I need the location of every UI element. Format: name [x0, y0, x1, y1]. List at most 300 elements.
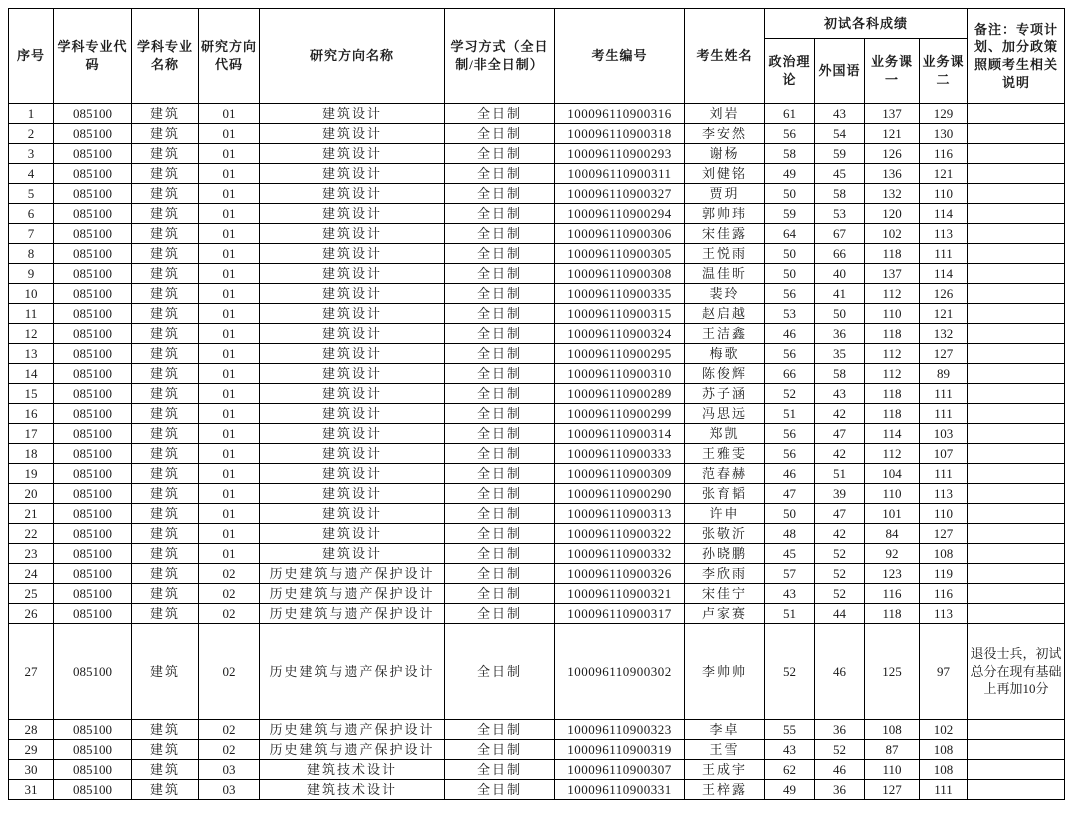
- cell-foreign_language: 41: [815, 284, 865, 304]
- cell-politics: 61: [765, 104, 815, 124]
- cell-direction_code: 03: [199, 760, 260, 780]
- cell-candidate_no: 100096110900307: [555, 760, 685, 780]
- cell-subject_name: 建筑: [132, 564, 199, 584]
- cell-candidate_no: 100096110900290: [555, 484, 685, 504]
- cell-foreign_language: 43: [815, 384, 865, 404]
- cell-remark: [968, 604, 1065, 624]
- cell-subject_name: 建筑: [132, 780, 199, 800]
- cell-foreign_language: 67: [815, 224, 865, 244]
- cell-course1: 118: [865, 244, 920, 264]
- cell-study_mode: 全日制: [445, 164, 555, 184]
- cell-index: 29: [9, 740, 54, 760]
- cell-subject_code: 085100: [54, 484, 132, 504]
- cell-remark: [968, 164, 1065, 184]
- cell-candidate_name: 宋佳露: [685, 224, 765, 244]
- cell-index: 14: [9, 364, 54, 384]
- cell-remark: [968, 324, 1065, 344]
- cell-course1: 101: [865, 504, 920, 524]
- cell-course1: 110: [865, 760, 920, 780]
- cell-candidate_no: 100096110900321: [555, 584, 685, 604]
- cell-candidate_no: 100096110900331: [555, 780, 685, 800]
- cell-subject_code: 085100: [54, 464, 132, 484]
- cell-study_mode: 全日制: [445, 624, 555, 720]
- cell-subject_code: 085100: [54, 184, 132, 204]
- cell-foreign_language: 36: [815, 780, 865, 800]
- cell-candidate_name: 贾玥: [685, 184, 765, 204]
- cell-foreign_language: 47: [815, 504, 865, 524]
- cell-subject_code: 085100: [54, 124, 132, 144]
- cell-course1: 87: [865, 740, 920, 760]
- cell-index: 22: [9, 524, 54, 544]
- cell-direction_code: 01: [199, 404, 260, 424]
- cell-study_mode: 全日制: [445, 324, 555, 344]
- cell-course1: 112: [865, 364, 920, 384]
- cell-candidate_no: 100096110900324: [555, 324, 685, 344]
- cell-subject_name: 建筑: [132, 464, 199, 484]
- cell-study_mode: 全日制: [445, 740, 555, 760]
- cell-direction_code: 01: [199, 344, 260, 364]
- header-candidate-no: 考生编号: [555, 9, 685, 104]
- cell-course2: 108: [920, 760, 968, 780]
- cell-foreign_language: 54: [815, 124, 865, 144]
- cell-direction_name: 建筑设计: [260, 524, 445, 544]
- cell-politics: 43: [765, 740, 815, 760]
- cell-index: 26: [9, 604, 54, 624]
- cell-politics: 50: [765, 504, 815, 524]
- cell-subject_code: 085100: [54, 424, 132, 444]
- cell-remark: [968, 204, 1065, 224]
- table-row: [9, 324, 1065, 344]
- cell-index: 5: [9, 184, 54, 204]
- cell-direction_code: 01: [199, 384, 260, 404]
- header-scores-group: 初试各科成绩: [765, 9, 968, 39]
- cell-subject_code: 085100: [54, 720, 132, 740]
- cell-candidate_no: 100096110900299: [555, 404, 685, 424]
- cell-course2: 127: [920, 344, 968, 364]
- cell-direction_name: 建筑设计: [260, 464, 445, 484]
- table-row: [9, 720, 1065, 740]
- cell-subject_code: 085100: [54, 224, 132, 244]
- cell-course1: 110: [865, 484, 920, 504]
- header-row-top: [9, 9, 1065, 39]
- table-row: [9, 424, 1065, 444]
- cell-course2: 114: [920, 264, 968, 284]
- cell-candidate_name: 范春赫: [685, 464, 765, 484]
- cell-study_mode: 全日制: [445, 384, 555, 404]
- cell-candidate_no: 100096110900289: [555, 384, 685, 404]
- cell-subject_code: 085100: [54, 584, 132, 604]
- cell-politics: 62: [765, 760, 815, 780]
- cell-direction_name: 建筑设计: [260, 284, 445, 304]
- cell-course1: 132: [865, 184, 920, 204]
- cell-candidate_name: 王雪: [685, 740, 765, 760]
- cell-foreign_language: 36: [815, 720, 865, 740]
- cell-index: 27: [9, 624, 54, 720]
- cell-course1: 127: [865, 780, 920, 800]
- cell-politics: 50: [765, 244, 815, 264]
- cell-subject_code: 085100: [54, 264, 132, 284]
- cell-study_mode: 全日制: [445, 284, 555, 304]
- cell-candidate_no: 100096110900309: [555, 464, 685, 484]
- cell-foreign_language: 66: [815, 244, 865, 264]
- cell-direction_name: 历史建筑与遗产保护设计: [260, 740, 445, 760]
- table-row: [9, 780, 1065, 800]
- cell-index: 19: [9, 464, 54, 484]
- table-row: [9, 544, 1065, 564]
- cell-direction_code: 01: [199, 304, 260, 324]
- cell-index: 17: [9, 424, 54, 444]
- cell-subject_code: 085100: [54, 624, 132, 720]
- cell-candidate_no: 100096110900326: [555, 564, 685, 584]
- cell-course1: 112: [865, 444, 920, 464]
- cell-foreign_language: 50: [815, 304, 865, 324]
- cell-index: 31: [9, 780, 54, 800]
- cell-candidate_name: 梅歌: [685, 344, 765, 364]
- cell-direction_code: 01: [199, 204, 260, 224]
- cell-politics: 50: [765, 264, 815, 284]
- cell-direction_name: 建筑设计: [260, 304, 445, 324]
- table-row: [9, 484, 1065, 504]
- cell-subject_name: 建筑: [132, 504, 199, 524]
- cell-candidate_no: 100096110900308: [555, 264, 685, 284]
- cell-remark: [968, 144, 1065, 164]
- table-row: [9, 464, 1065, 484]
- cell-subject_name: 建筑: [132, 364, 199, 384]
- cell-remark: [968, 184, 1065, 204]
- cell-remark: [968, 524, 1065, 544]
- cell-course2: 127: [920, 524, 968, 544]
- cell-direction_name: 建筑设计: [260, 124, 445, 144]
- cell-study_mode: 全日制: [445, 144, 555, 164]
- cell-subject_code: 085100: [54, 284, 132, 304]
- cell-subject_name: 建筑: [132, 544, 199, 564]
- cell-direction_code: 01: [199, 264, 260, 284]
- cell-direction_code: 01: [199, 364, 260, 384]
- cell-foreign_language: 44: [815, 604, 865, 624]
- cell-candidate_name: 赵启越: [685, 304, 765, 324]
- header-subject-name: 学科专业名称: [132, 9, 199, 104]
- cell-remark: [968, 224, 1065, 244]
- cell-direction_code: 01: [199, 104, 260, 124]
- cell-candidate_no: 100096110900314: [555, 424, 685, 444]
- cell-politics: 43: [765, 584, 815, 604]
- cell-foreign_language: 35: [815, 344, 865, 364]
- cell-candidate_name: 刘岩: [685, 104, 765, 124]
- cell-subject_name: 建筑: [132, 760, 199, 780]
- cell-candidate_no: 100096110900335: [555, 284, 685, 304]
- cell-candidate_name: 李安然: [685, 124, 765, 144]
- cell-politics: 58: [765, 144, 815, 164]
- cell-candidate_name: 陈俊辉: [685, 364, 765, 384]
- cell-politics: 49: [765, 164, 815, 184]
- header-subject-code: 学科专业代码: [54, 9, 132, 104]
- table-row: [9, 244, 1065, 264]
- cell-candidate_name: 王洁鑫: [685, 324, 765, 344]
- cell-candidate_name: 李欣雨: [685, 564, 765, 584]
- cell-index: 10: [9, 284, 54, 304]
- table-header: [9, 9, 1065, 104]
- cell-subject_code: 085100: [54, 780, 132, 800]
- cell-candidate_name: 裴玲: [685, 284, 765, 304]
- cell-course1: 121: [865, 124, 920, 144]
- cell-candidate_no: 100096110900313: [555, 504, 685, 524]
- table-row: [9, 224, 1065, 244]
- cell-direction_code: 03: [199, 780, 260, 800]
- cell-foreign_language: 52: [815, 564, 865, 584]
- cell-course2: 130: [920, 124, 968, 144]
- cell-subject_name: 建筑: [132, 444, 199, 464]
- cell-study_mode: 全日制: [445, 544, 555, 564]
- cell-subject_code: 085100: [54, 364, 132, 384]
- table-row: [9, 184, 1065, 204]
- table-row: [9, 404, 1065, 424]
- cell-direction_code: 01: [199, 184, 260, 204]
- cell-candidate_no: 100096110900322: [555, 524, 685, 544]
- cell-politics: 56: [765, 424, 815, 444]
- cell-foreign_language: 47: [815, 424, 865, 444]
- cell-study_mode: 全日制: [445, 244, 555, 264]
- cell-study_mode: 全日制: [445, 124, 555, 144]
- cell-foreign_language: 58: [815, 364, 865, 384]
- cell-course2: 102: [920, 720, 968, 740]
- cell-candidate_name: 许申: [685, 504, 765, 524]
- cell-politics: 64: [765, 224, 815, 244]
- results-table: [8, 8, 1065, 800]
- cell-subject_name: 建筑: [132, 384, 199, 404]
- cell-candidate_no: 100096110900317: [555, 604, 685, 624]
- cell-foreign_language: 42: [815, 444, 865, 464]
- cell-politics: 45: [765, 544, 815, 564]
- cell-study_mode: 全日制: [445, 444, 555, 464]
- cell-index: 21: [9, 504, 54, 524]
- cell-course2: 121: [920, 304, 968, 324]
- cell-candidate_no: 100096110900295: [555, 344, 685, 364]
- cell-foreign_language: 52: [815, 740, 865, 760]
- cell-candidate_name: 孙晓鹏: [685, 544, 765, 564]
- cell-foreign_language: 59: [815, 144, 865, 164]
- cell-course1: 136: [865, 164, 920, 184]
- cell-politics: 46: [765, 464, 815, 484]
- cell-course2: 126: [920, 284, 968, 304]
- cell-foreign_language: 51: [815, 464, 865, 484]
- cell-remark: 退役士兵，初试总分在现有基础上再加10分: [968, 624, 1065, 720]
- cell-course1: 137: [865, 104, 920, 124]
- cell-candidate_name: 冯思远: [685, 404, 765, 424]
- cell-candidate_no: 100096110900318: [555, 124, 685, 144]
- table-row: [9, 104, 1065, 124]
- cell-course1: 108: [865, 720, 920, 740]
- cell-direction_name: 建筑设计: [260, 224, 445, 244]
- table-row: [9, 524, 1065, 544]
- cell-course1: 114: [865, 424, 920, 444]
- cell-direction_code: 01: [199, 524, 260, 544]
- cell-index: 2: [9, 124, 54, 144]
- cell-direction_code: 02: [199, 604, 260, 624]
- cell-candidate_no: 100096110900332: [555, 544, 685, 564]
- cell-subject_code: 085100: [54, 104, 132, 124]
- cell-index: 15: [9, 384, 54, 404]
- cell-direction_code: 01: [199, 424, 260, 444]
- table-row: [9, 624, 1065, 720]
- cell-candidate_no: 100096110900333: [555, 444, 685, 464]
- table-row: [9, 384, 1065, 404]
- cell-study_mode: 全日制: [445, 184, 555, 204]
- cell-study_mode: 全日制: [445, 780, 555, 800]
- cell-direction_code: 01: [199, 484, 260, 504]
- cell-direction_name: 建筑设计: [260, 264, 445, 284]
- cell-course1: 104: [865, 464, 920, 484]
- cell-direction_code: 02: [199, 624, 260, 720]
- cell-candidate_name: 宋佳宁: [685, 584, 765, 604]
- cell-index: 6: [9, 204, 54, 224]
- cell-direction_code: 01: [199, 544, 260, 564]
- table-row: [9, 204, 1065, 224]
- cell-candidate_name: 王成宇: [685, 760, 765, 780]
- cell-politics: 57: [765, 564, 815, 584]
- cell-index: 7: [9, 224, 54, 244]
- cell-remark: [968, 124, 1065, 144]
- header-foreign-language: 外国语: [815, 39, 865, 104]
- cell-course2: 116: [920, 144, 968, 164]
- cell-candidate_name: 张育韬: [685, 484, 765, 504]
- cell-direction_name: 建筑设计: [260, 404, 445, 424]
- cell-candidate_name: 郭帅玮: [685, 204, 765, 224]
- cell-candidate_no: 100096110900302: [555, 624, 685, 720]
- cell-foreign_language: 52: [815, 544, 865, 564]
- cell-direction_code: 01: [199, 444, 260, 464]
- cell-direction_code: 01: [199, 284, 260, 304]
- cell-direction_code: 02: [199, 564, 260, 584]
- cell-direction_name: 建筑设计: [260, 104, 445, 124]
- cell-index: 13: [9, 344, 54, 364]
- cell-course1: 120: [865, 204, 920, 224]
- cell-course2: 113: [920, 484, 968, 504]
- cell-foreign_language: 46: [815, 624, 865, 720]
- cell-course1: 118: [865, 604, 920, 624]
- header-index: 序号: [9, 9, 54, 104]
- cell-politics: 50: [765, 184, 815, 204]
- cell-subject_code: 085100: [54, 504, 132, 524]
- cell-subject_code: 085100: [54, 404, 132, 424]
- cell-index: 3: [9, 144, 54, 164]
- cell-index: 8: [9, 244, 54, 264]
- cell-remark: [968, 464, 1065, 484]
- cell-candidate_name: 李卓: [685, 720, 765, 740]
- cell-foreign_language: 39: [815, 484, 865, 504]
- cell-index: 30: [9, 760, 54, 780]
- cell-subject_code: 085100: [54, 564, 132, 584]
- cell-course2: 121: [920, 164, 968, 184]
- cell-remark: [968, 404, 1065, 424]
- cell-subject_name: 建筑: [132, 720, 199, 740]
- cell-candidate_name: 谢杨: [685, 144, 765, 164]
- header-course1: 业务课一: [865, 39, 920, 104]
- cell-candidate_name: 王悦雨: [685, 244, 765, 264]
- cell-candidate_no: 100096110900315: [555, 304, 685, 324]
- cell-direction_name: 建筑设计: [260, 384, 445, 404]
- cell-subject_name: 建筑: [132, 104, 199, 124]
- table-row: [9, 504, 1065, 524]
- cell-index: 25: [9, 584, 54, 604]
- cell-subject_name: 建筑: [132, 284, 199, 304]
- cell-direction_name: 历史建筑与遗产保护设计: [260, 584, 445, 604]
- cell-course1: 102: [865, 224, 920, 244]
- table-row: [9, 444, 1065, 464]
- cell-course2: 119: [920, 564, 968, 584]
- cell-direction_name: 建筑设计: [260, 444, 445, 464]
- cell-subject_name: 建筑: [132, 404, 199, 424]
- cell-direction_name: 建筑设计: [260, 504, 445, 524]
- cell-politics: 59: [765, 204, 815, 224]
- cell-candidate_name: 郑凯: [685, 424, 765, 444]
- cell-direction_name: 历史建筑与遗产保护设计: [260, 720, 445, 740]
- table-row: [9, 564, 1065, 584]
- cell-foreign_language: 53: [815, 204, 865, 224]
- cell-candidate_no: 100096110900327: [555, 184, 685, 204]
- cell-index: 11: [9, 304, 54, 324]
- cell-direction_code: 01: [199, 224, 260, 244]
- cell-course2: 97: [920, 624, 968, 720]
- header-course2: 业务课二: [920, 39, 968, 104]
- cell-remark: [968, 444, 1065, 464]
- cell-subject_name: 建筑: [132, 184, 199, 204]
- header-politics: 政治理论: [765, 39, 815, 104]
- cell-index: 12: [9, 324, 54, 344]
- cell-remark: [968, 284, 1065, 304]
- cell-candidate_name: 张敬沂: [685, 524, 765, 544]
- cell-subject_name: 建筑: [132, 424, 199, 444]
- cell-index: 24: [9, 564, 54, 584]
- cell-study_mode: 全日制: [445, 464, 555, 484]
- cell-course2: 108: [920, 544, 968, 564]
- cell-study_mode: 全日制: [445, 564, 555, 584]
- cell-study_mode: 全日制: [445, 104, 555, 124]
- cell-course2: 89: [920, 364, 968, 384]
- cell-study_mode: 全日制: [445, 304, 555, 324]
- table-row: [9, 264, 1065, 284]
- cell-politics: 66: [765, 364, 815, 384]
- cell-direction_name: 建筑设计: [260, 424, 445, 444]
- cell-direction_name: 历史建筑与遗产保护设计: [260, 604, 445, 624]
- cell-foreign_language: 52: [815, 584, 865, 604]
- cell-remark: [968, 544, 1065, 564]
- table-row: [9, 604, 1065, 624]
- cell-direction_name: 建筑设计: [260, 484, 445, 504]
- cell-foreign_language: 42: [815, 404, 865, 424]
- cell-course1: 112: [865, 284, 920, 304]
- cell-candidate_name: 王雅雯: [685, 444, 765, 464]
- cell-remark: [968, 344, 1065, 364]
- cell-subject_name: 建筑: [132, 604, 199, 624]
- cell-direction_name: 建筑设计: [260, 204, 445, 224]
- table-row: [9, 304, 1065, 324]
- cell-subject_code: 085100: [54, 760, 132, 780]
- cell-politics: 46: [765, 324, 815, 344]
- cell-course1: 126: [865, 144, 920, 164]
- cell-subject_code: 085100: [54, 204, 132, 224]
- cell-subject_code: 085100: [54, 164, 132, 184]
- cell-study_mode: 全日制: [445, 204, 555, 224]
- cell-foreign_language: 42: [815, 524, 865, 544]
- cell-foreign_language: 43: [815, 104, 865, 124]
- cell-subject_name: 建筑: [132, 584, 199, 604]
- cell-politics: 51: [765, 604, 815, 624]
- cell-course2: 111: [920, 244, 968, 264]
- cell-politics: 56: [765, 344, 815, 364]
- cell-politics: 49: [765, 780, 815, 800]
- cell-politics: 48: [765, 524, 815, 544]
- cell-remark: [968, 304, 1065, 324]
